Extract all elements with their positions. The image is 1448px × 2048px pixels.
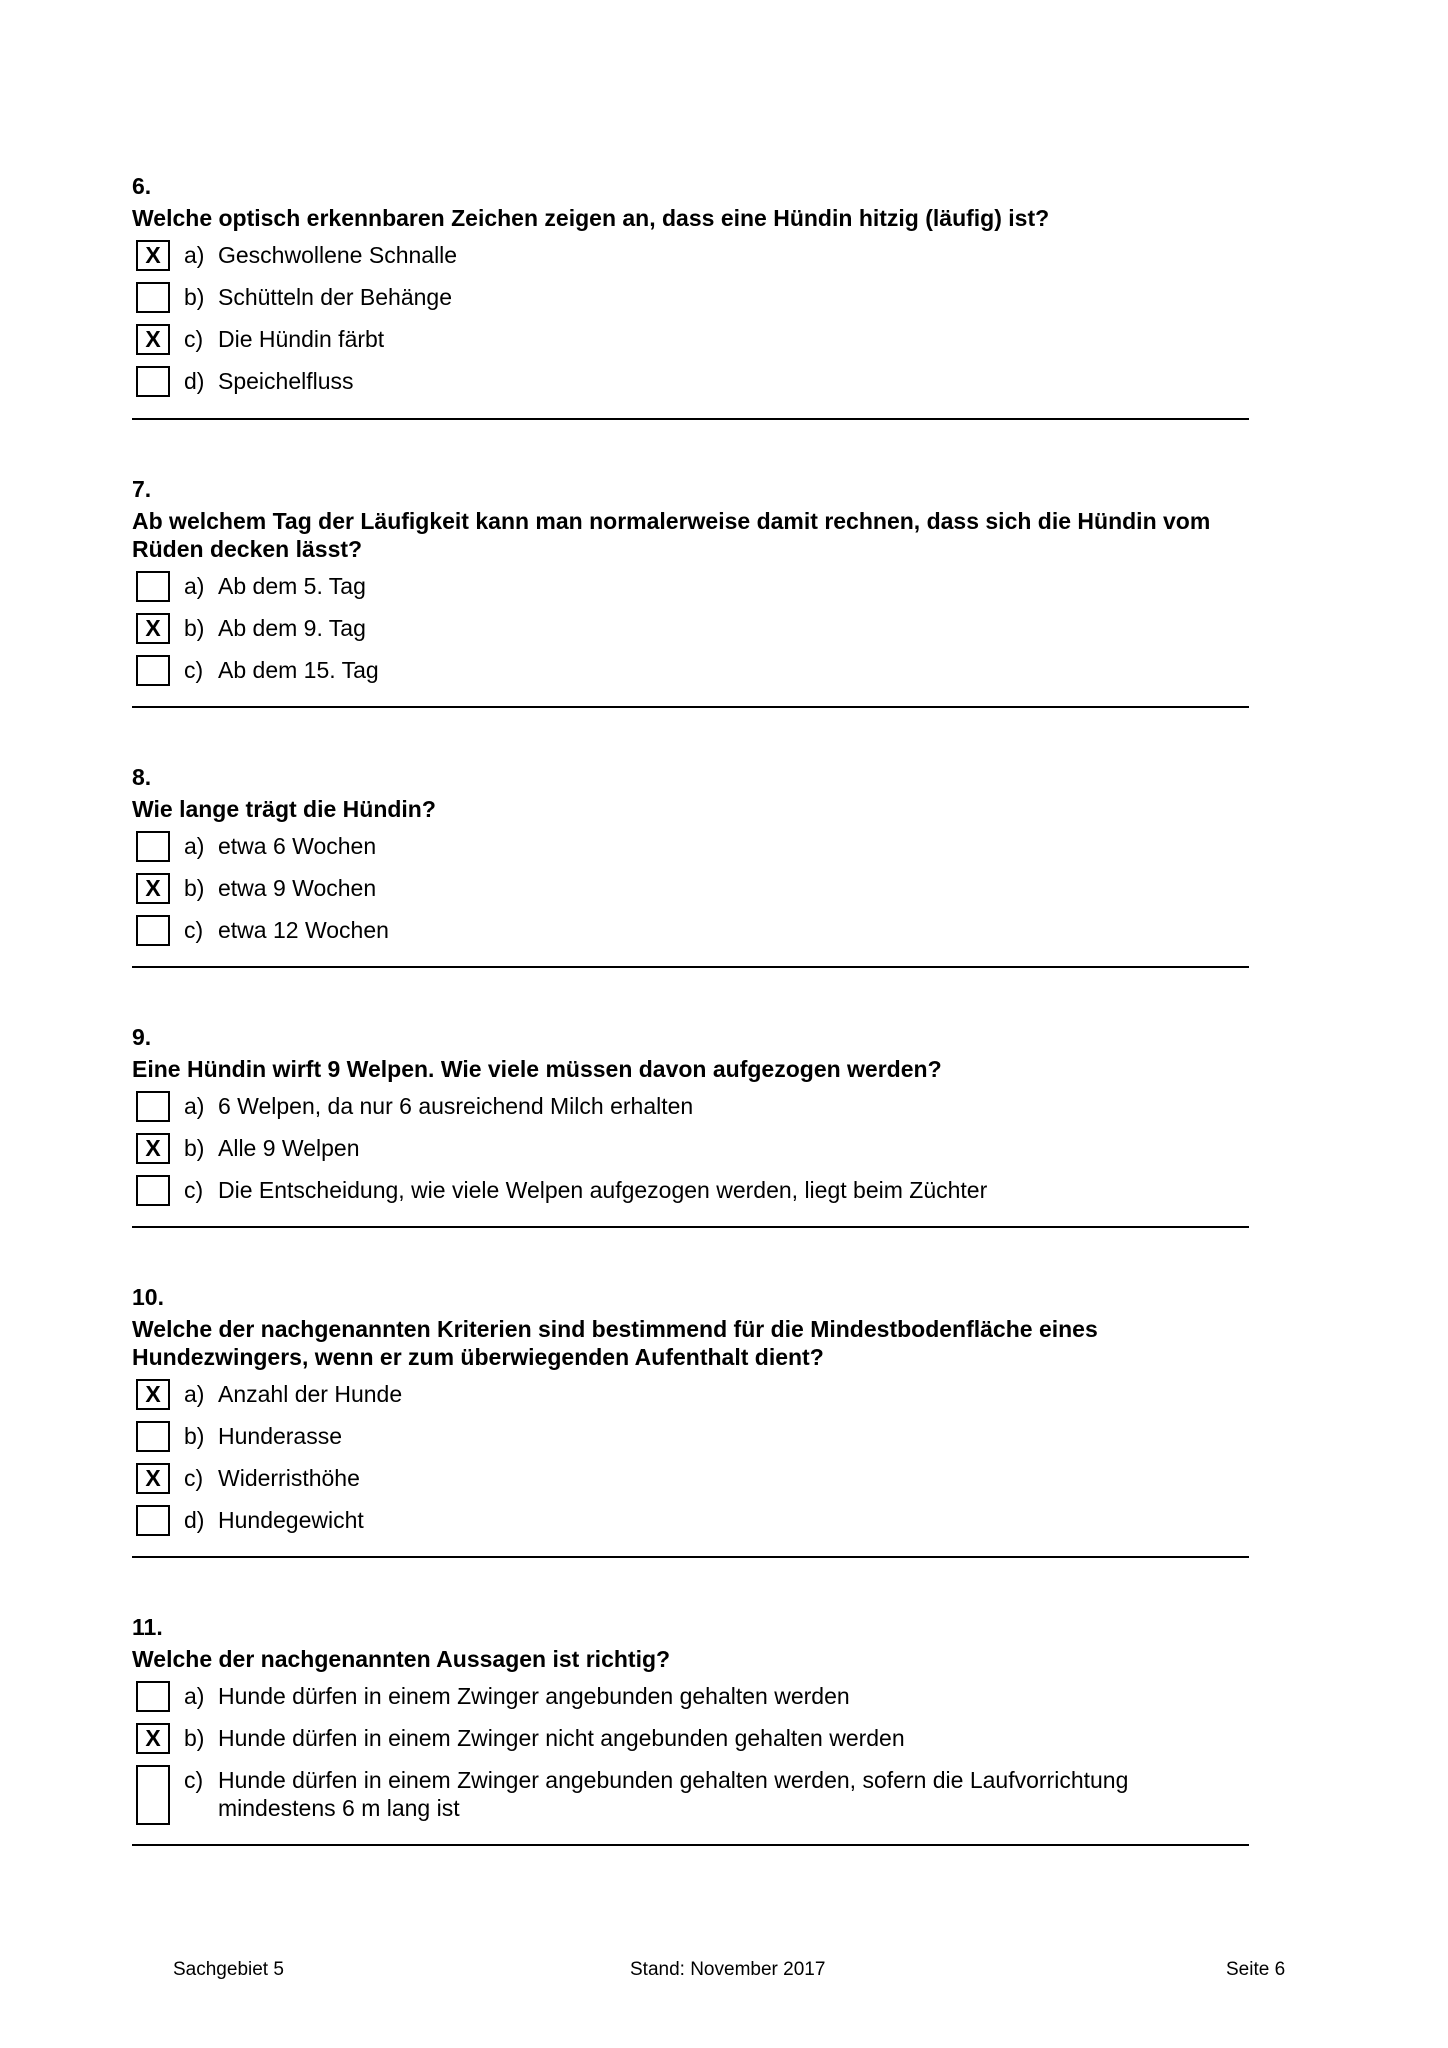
option-letter: b) [184,875,205,901]
answer-checkbox[interactable] [136,915,170,946]
option-text: Speichelfluss [218,368,354,394]
answer-option-b [132,282,1249,324]
answer-option-a [132,1681,1249,1723]
option-text: Hunderasse [218,1423,343,1449]
answer-checkbox[interactable] [136,831,170,862]
answer-option-a [132,571,1249,613]
question-text: Ab welchem Tag der Läufigkeit kann man normalerweise damit rechnen, dass sich die Hündin vom Rüden decken lässt? [132,508,1211,562]
answer-option-b [132,1723,1249,1765]
option-letter: d) [184,368,205,394]
question-number: 7. [132,476,152,502]
answer-checkbox[interactable] [136,1765,170,1825]
option-text: Geschwollene Schnalle [218,242,458,268]
answer-options [132,1379,1249,1553]
answer-checkbox[interactable] [136,1681,170,1712]
answer-checkbox[interactable] [136,1091,170,1122]
question-6 [132,172,1249,420]
answer-checkbox[interactable]: X [136,240,170,271]
option-text: Anzahl der Hunde [218,1381,403,1407]
answer-checkbox[interactable] [136,655,170,686]
option-letter: a) [184,1683,205,1709]
option-text: Widerristhöhe [218,1465,360,1491]
question-8 [132,763,1249,968]
option-text: Hunde dürfen in einem Zwinger nicht angebunden gehalten werden [218,1725,905,1751]
answer-option-c [132,655,1249,697]
answer-options [132,240,1249,414]
answer-option-c [132,1765,1249,1825]
question-text: Welche der nachgenannten Kriterien sind bestimmend für die Mindestbodenfläche eines Hundezwingers, wenn er zum überwiegenden Aufenthalt dient? [132,1316,1098,1370]
answer-option-a [132,240,1249,282]
option-letter: c) [184,1465,204,1491]
question-text: Welche der nachgenannten Aussagen ist richtig? [132,1646,671,1672]
answer-checkbox[interactable] [136,571,170,602]
answer-option-b [132,613,1249,655]
question-number: 11. [132,1614,163,1640]
answer-options [132,571,1249,703]
answer-checkbox[interactable] [136,1421,170,1452]
option-letter: c) [184,1767,204,1793]
answer-option-a [132,831,1249,873]
option-letter: c) [184,657,204,683]
question-9 [132,1023,1249,1228]
option-letter: a) [184,242,205,268]
answer-checkbox[interactable] [136,282,170,313]
question-text: Welche optisch erkennbaren Zeichen zeigen an, dass eine Hündin hitzig (läufig) ist? [132,205,1050,231]
answer-option-c [132,1463,1249,1505]
answer-option-c [132,324,1249,366]
option-letter: a) [184,1381,205,1407]
option-text: Die Entscheidung, wie viele Welpen aufgezogen werden, liegt beim Züchter [218,1177,988,1203]
footer-page-number: Seite 6 [1226,1959,1286,1980]
option-text: etwa 9 Wochen [218,875,377,901]
option-letter: c) [184,917,204,943]
question-11 [132,1613,1249,1846]
question-text: Wie lange trägt die Hündin? [132,796,436,822]
answer-option-a [132,1091,1249,1133]
question-text: Eine Hündin wirft 9 Welpen. Wie viele müssen davon aufgezogen werden? [132,1056,942,1082]
answer-options [132,831,1249,963]
option-text: Hunde dürfen in einem Zwinger angebunden gehalten werden, sofern die Laufvorrichtung mindestens 6 m lang ist [218,1767,1129,1821]
answer-option-b [132,1133,1249,1175]
answer-option-a [132,1379,1249,1421]
answer-checkbox[interactable]: X [136,1723,170,1754]
option-letter: c) [184,1177,204,1203]
option-letter: c) [184,326,204,352]
answer-checkbox[interactable]: X [136,873,170,904]
question-number: 10. [132,1284,164,1310]
answer-options [132,1091,1249,1223]
option-letter: a) [184,1093,205,1119]
option-letter: b) [184,1135,205,1161]
answer-option-c [132,915,1249,957]
option-letter: b) [184,615,205,641]
answer-checkbox[interactable] [136,1175,170,1206]
option-letter: b) [184,1725,205,1751]
answer-checkbox[interactable]: X [136,1463,170,1494]
answer-checkbox[interactable] [136,366,170,397]
option-text: Alle 9 Welpen [218,1135,360,1161]
answer-option-d [132,1505,1249,1547]
option-text: Hundegewicht [218,1507,364,1533]
option-letter: b) [184,284,205,310]
answer-option-c [132,1175,1249,1217]
question-number: 8. [132,764,152,790]
question-7 [132,475,1249,708]
answer-options [132,1681,1249,1831]
footer-date: Stand: November 2017 [630,1959,826,1980]
option-text: Schütteln der Behänge [218,284,453,310]
question-10 [132,1283,1249,1558]
option-letter: d) [184,1507,205,1533]
option-text: Hunde dürfen in einem Zwinger angebunden gehalten werden [218,1683,850,1709]
answer-checkbox[interactable]: X [136,1379,170,1410]
option-text: etwa 6 Wochen [218,833,377,859]
answer-option-b [132,1421,1249,1463]
answer-checkbox[interactable]: X [136,1133,170,1164]
option-text: 6 Welpen, da nur 6 ausreichend Milch erhalten [218,1093,694,1119]
answer-checkbox[interactable] [136,1505,170,1536]
footer-subject: Sachgebiet 5 [173,1959,284,1980]
answer-checkbox[interactable]: X [136,613,170,644]
option-text: Die Hündin färbt [218,326,385,352]
answer-option-b [132,873,1249,915]
option-text: Ab dem 15. Tag [218,657,379,683]
option-letter: b) [184,1423,205,1449]
option-text: etwa 12 Wochen [218,917,389,943]
question-number: 9. [132,1024,152,1050]
option-text: Ab dem 5. Tag [218,573,366,599]
answer-option-d [132,366,1249,408]
question-number: 6. [132,173,152,199]
option-text: Ab dem 9. Tag [218,615,366,641]
answer-checkbox[interactable]: X [136,324,170,355]
option-letter: a) [184,573,205,599]
option-letter: a) [184,833,205,859]
